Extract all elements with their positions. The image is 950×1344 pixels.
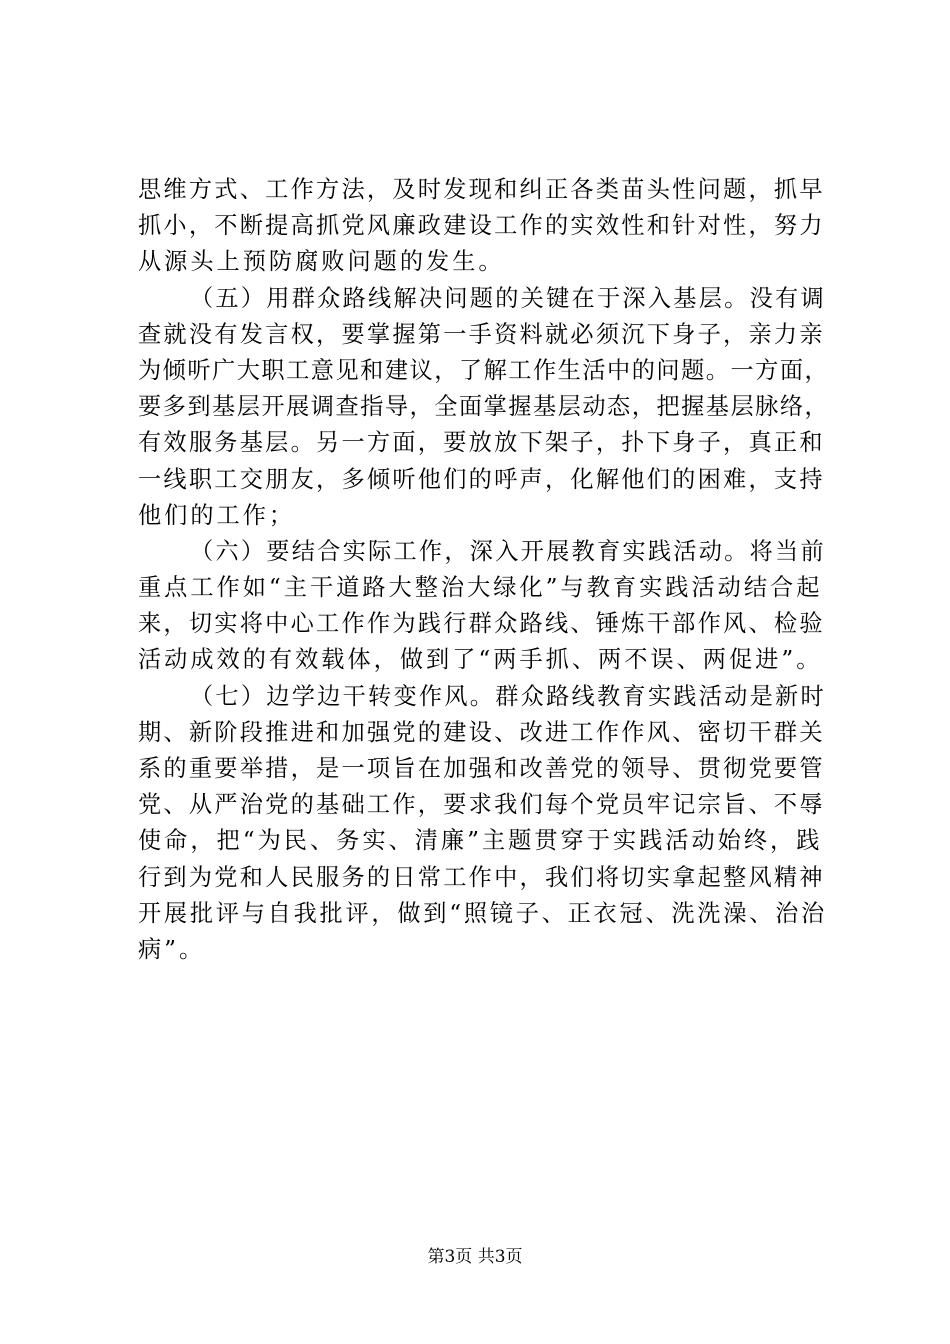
text-line: 思维方式、工作方法，及时发现和纠正各类苗头性问题，抓早	[138, 176, 825, 203]
text-line: 要多到基层开展调查指导，全面掌握基层动态，把握基层脉络，	[138, 393, 830, 421]
page-footer: 第3页 共3页	[427, 1247, 523, 1267]
text-line: 病”。	[138, 935, 206, 963]
text-line: （五）用群众路线解决问题的关键在于深入基层。没有调	[190, 284, 826, 312]
text-line: 为倾听广大职工意见和建议，了解工作生活中的问题。一方面，	[138, 356, 830, 384]
text-line: 活动成效的有效载体，做到了“两手抓、两不误、两促进”。	[138, 646, 823, 674]
text-line: 期、新阶段推进和加强党的建设、改进工作作风、密切干群关	[138, 718, 825, 746]
text-line: （六）要结合实际工作，深入开展教育实践活动。将当前	[190, 537, 826, 565]
text-line: 抓小，不断提高抓党风廉政建设工作的实效性和针对性，努力	[138, 212, 825, 240]
text-line: 党、从严治党的基础工作，要求我们每个党员牢记宗旨、不辱	[138, 791, 825, 819]
text-line: 有效服务基层。另一方面，要放放下架子，扑下身子，真正和	[138, 429, 825, 457]
text-line: 从源头上预防腐败问题的发生。	[138, 248, 505, 276]
text-line: （七）边学边干转变作风。群众路线教育实践活动是新时	[190, 682, 826, 710]
text-line: 查就没有发言权，要掌握第一手资料就必须沉下身子，亲力亲	[138, 320, 825, 348]
text-line: 一线职工交朋友，多倾听他们的呼声，化解他们的困难，支持	[138, 465, 825, 493]
text-line: 系的重要举措，是一项旨在加强和改善党的领导、贯彻党要管	[138, 755, 825, 782]
text-line: 他们的工作；	[138, 501, 296, 529]
text-line: 来，切实将中心工作作为践行群众路线、锤炼干部作风、检验	[138, 610, 825, 638]
text-line: 使命，把“为民、务实、清廉”主题贯穿于实践活动始终，践	[138, 827, 823, 855]
text-line: 开展批评与自我批评，做到“照镜子、正衣冠、洗洗澡、治治	[138, 899, 827, 927]
text-line: 重点工作如“主干道路大整治大绿化”与教育实践活动结合起	[138, 574, 823, 602]
body-text	[138, 172, 830, 968]
text-line: 行到为党和人民服务的日常工作中，我们将切实拿起整风精神	[138, 863, 825, 891]
